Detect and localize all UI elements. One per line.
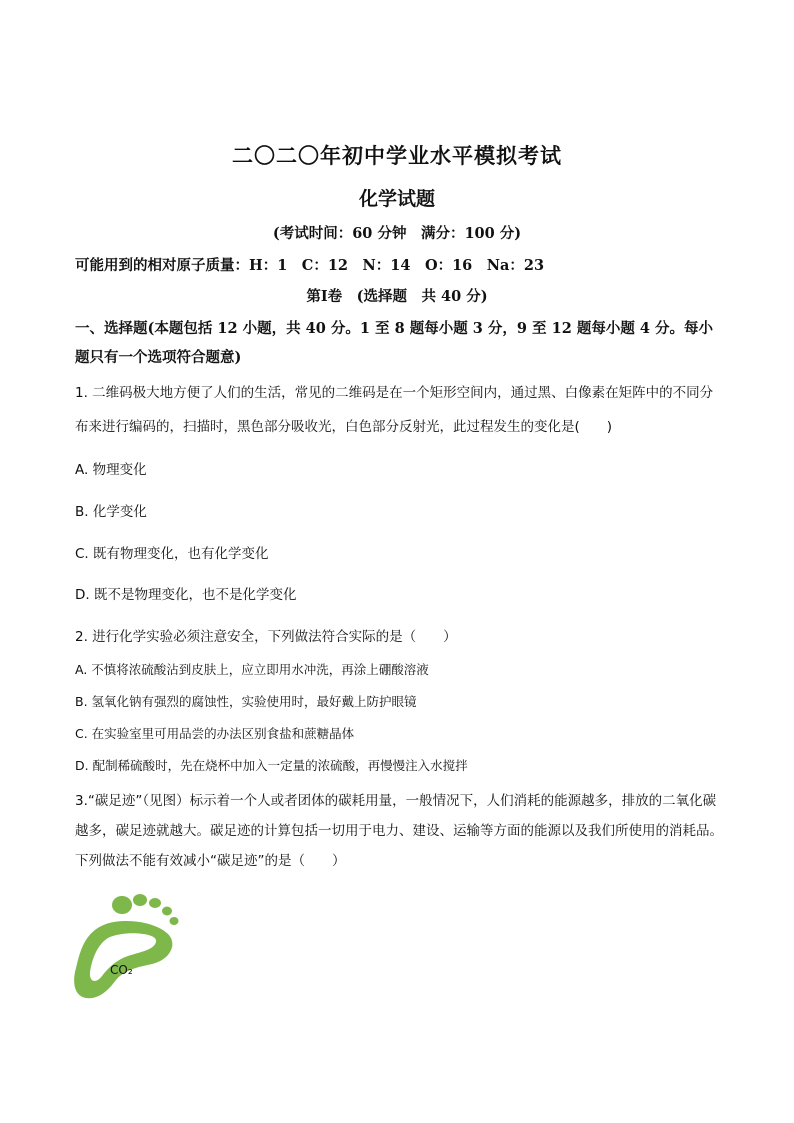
exam-info: (考试时间：60 分钟 满分：100 分) [272,225,522,242]
toe-icons [112,894,179,925]
co2-label: CO₂ [110,963,133,977]
question-1-option-d: D. 既不是物理变化，也不是化学变化 [75,587,297,603]
question-1-option-b: B. 化学变化 [75,504,147,520]
section-heading: 一、选择题(本题包括 12 小题，共 40 分。1 至 8 题每小题 3 分，9 至 12 题每小题 4 分。每小题只有一个选项符合题意) [75,320,714,366]
question-2-option-d: D. 配制稀硫酸时，先在烧杯中加入一定量的浓硫酸，再慢慢注入水搅拌 [75,758,468,773]
question-3-stem: 3.“碳足迹”（见图）标示着一个人或者团体的碳耗用量，一般情况下，人们消耗的能源越多，排放的二氧化碳越多，碳足迹就越大。碳足迹的计算包括一切用于电力、建设、运输等方面的能源以及我们所使用的消耗品。下列做法不能有效减小“碳足迹”的是（ ） [75,793,723,869]
atomic-mass-line: 可能用到的相对原子质量：H：1 C：12 N：14 O：16 Na：23 [75,257,545,274]
question-1-option-a: A. 物理变化 [75,462,147,478]
toe-5 [170,917,179,925]
exam-subtitle: 化学试题 [358,188,435,210]
volume-title: 第Ⅰ卷 (选择题 共 40 分) [306,288,488,305]
question-2-option-a: A. 不慎将浓硫酸沾到皮肤上，应立即用水冲洗，再涂上硼酸溶液 [75,662,429,677]
toe-4 [162,907,172,916]
carbon-footprint-icon [72,888,184,1003]
question-1-option-c: C. 既有物理变化，也有化学变化 [75,546,269,562]
toe-2 [133,894,147,906]
exam-title: 二〇二〇年初中学业水平模拟考试 [232,143,562,168]
toe-1 [112,896,132,914]
question-1-stem: 1. 二维码极大地方便了人们的生活，常见的二维码是在一个矩形空间内，通过黑、白像素在矩阵中的不同分布来进行编码的，扫描时，黑色部分吸收光，白色部分反射光，此过程发生的变化是( ) [75,385,714,435]
question-2-option-c: C. 在实验室里可用品尝的办法区别食盐和蔗糖晶体 [75,726,355,741]
toe-3 [149,898,161,908]
sole-shape [74,921,172,998]
question-2-option-b: B. 氢氧化钠有强烈的腐蚀性，实验使用时，最好戴上防护眼镜 [75,694,417,709]
question-2-stem: 2. 进行化学实验必须注意安全，下列做法符合实际的是（ ） [75,629,457,645]
